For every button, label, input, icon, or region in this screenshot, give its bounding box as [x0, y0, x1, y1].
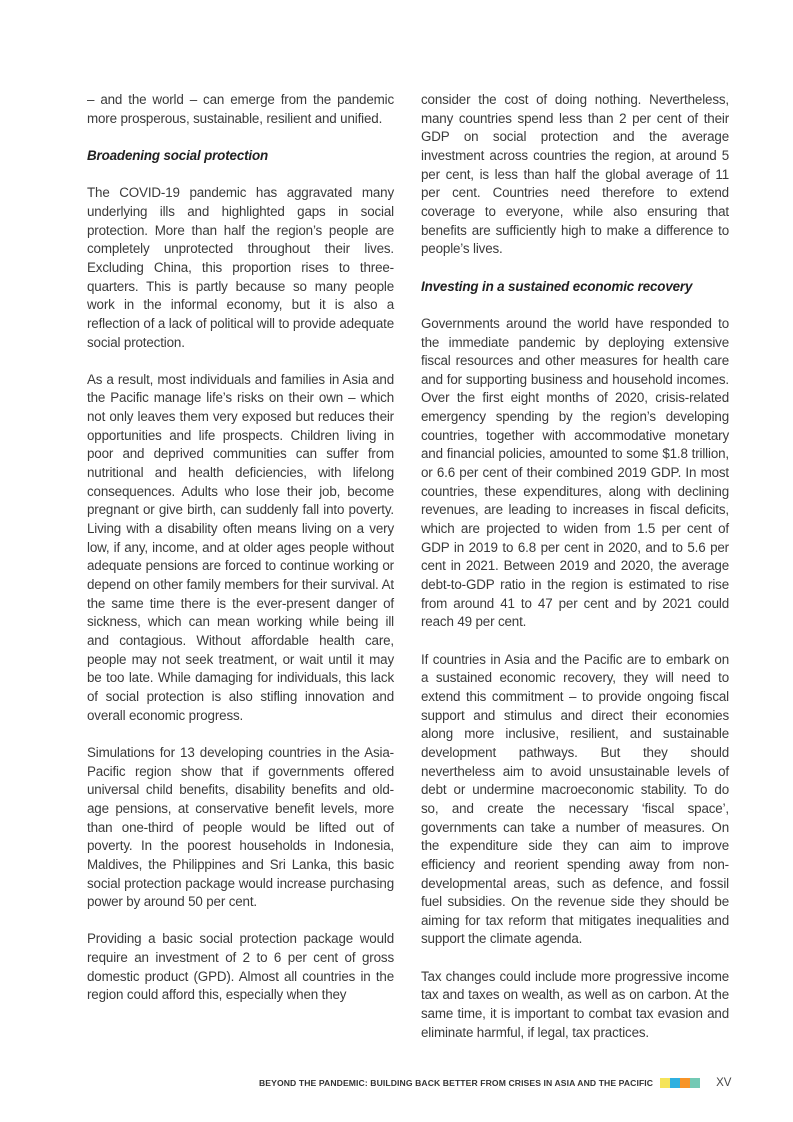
- paragraph: – and the world – can emerge from the pandemic more prosperous, sustainable, resilient and unified.: [87, 92, 394, 126]
- paragraph: If countries in Asia and the Pacific are to embark on a sustained economic recovery, they will need to extend this commitment – to provide ongoing fiscal support and stimulus and direct their economies along more inclusive, resilient, and sustainable development pathways. But they should nevertheless aim to avoid unsustainable levels of debt or undermine macroeconomic stability. To do so, and create the necessary ‘fiscal space’, governments can take a number of measures. On the expenditure side they can aim to improve efficiency and reorient spending away from non-developmental areas, such as defence, and fossil fuel subsidies. On the revenue side they should be aiming for tax reform that mitigates inequalities and support the climate agenda.: [421, 651, 729, 947]
- page-footer: [259, 1077, 731, 1089]
- color-bar-logo: [660, 1078, 700, 1088]
- paragraph: consider the cost of doing nothing. Nevertheless, many countries spend less than 2 per cent of their GDP on social protection and the average investment across countries the region, at around 5 per cent, is less than half the global average of 11 per cent. Countries need therefore to extend coverage to everyone, while also ensuring that benefits are sufficiently high to make a difference to people’s lives.: [421, 92, 729, 257]
- section-heading: Investing in a sustained economic recovery: [421, 278, 693, 294]
- paragraph: The COVID-19 pandemic has aggravated many underlying ills and highlighted gaps in social protection. More than half the region’s people are completely unprotected throughout their lives. Excluding China, this proportion rises to three-quarters. This is partly because so many people work in the informal economy, but it is also a reflection of a lack of political will to provide adequate social protection.: [87, 185, 394, 350]
- teal-swatch: [690, 1078, 700, 1088]
- paragraph: Providing a basic social protection package would require an investment of 2 to 6 per cent of gross domestic product (GPD). Almost all countries in the region could afford this, especially when they: [87, 931, 394, 1003]
- blue-swatch: [670, 1078, 680, 1088]
- yellow-swatch: [660, 1078, 670, 1088]
- paragraph: As a result, most individuals and families in Asia and the Pacific manage life’s risks on their own – which not only leaves them very exposed but reduces their opportunities and life prospects. Children living in poor and deprived communities can suffer from nutritional and health deficiencies, with lifelong consequences. Adults who lose their job, become pregnant or give birth, can suddenly fall into poverty. Living with a disability often means living on a very low, if any, income, and at older ages people without adequate pensions are forced to continue working or depend on other family members for their survival. At the same time there is the ever-present danger of sickness, which can mean working while being ill and contagious. Without affordable health care, people may not seek treatment, or wait until it may be too late. While damaging for individuals, this lack of social protection is also stifling innovation and overall economic progress.: [87, 371, 394, 723]
- paragraph: Tax changes could include more progressive income tax and taxes on wealth, as well as on carbon. At the same time, it is important to combat tax evasion and eliminate harmful, if legal, tax practices.: [421, 968, 729, 1040]
- orange-swatch: [680, 1078, 690, 1088]
- paragraph: Simulations for 13 developing countries in the Asia-Pacific region show that if governments offered universal child benefits, disability benefits and old-age pensions, at conservative benefit levels, more than one-third of people would be lifted out of poverty. In the poorest households in Indonesia, Maldives, the Philippines and Sri Lanka, this basic social protection package would increase purchasing power by around 50 per cent.: [87, 744, 394, 910]
- section-heading: Broadening social protection: [87, 147, 269, 163]
- left-column: [87, 91, 394, 1024]
- page-number: XV: [716, 1077, 732, 1089]
- footer-title: BEYOND THE PANDEMIC: BUILDING BACK BETTER FROM CRISES IN ASIA AND THE PACIFIC: [259, 1078, 654, 1088]
- paragraph: Governments around the world have responded to the immediate pandemic by deploying extensive fiscal resources and other measures for health care and for supporting business and household incomes. Over the first eight months of 2020, crisis-related emergency spending by the region’s developing countries, together with accommodative monetary and financial policies, amounted to some $1.8 trillion, or 6.6 per cent of their combined 2019 GDP. In most countries, these expenditures, along with declining revenues, are leading to increases in fiscal deficits, which are projected to widen from 1.5 per cent of GDP in 2019 to 6.8 per cent in 2020, and to 5.6 per cent in 2021. Between 2019 and 2020, the average debt-to-GDP ratio in the region is estimated to rise from around 41 to 47 per cent and by 2021 could reach 49 per cent.: [421, 315, 729, 630]
- right-column: [421, 91, 729, 1061]
